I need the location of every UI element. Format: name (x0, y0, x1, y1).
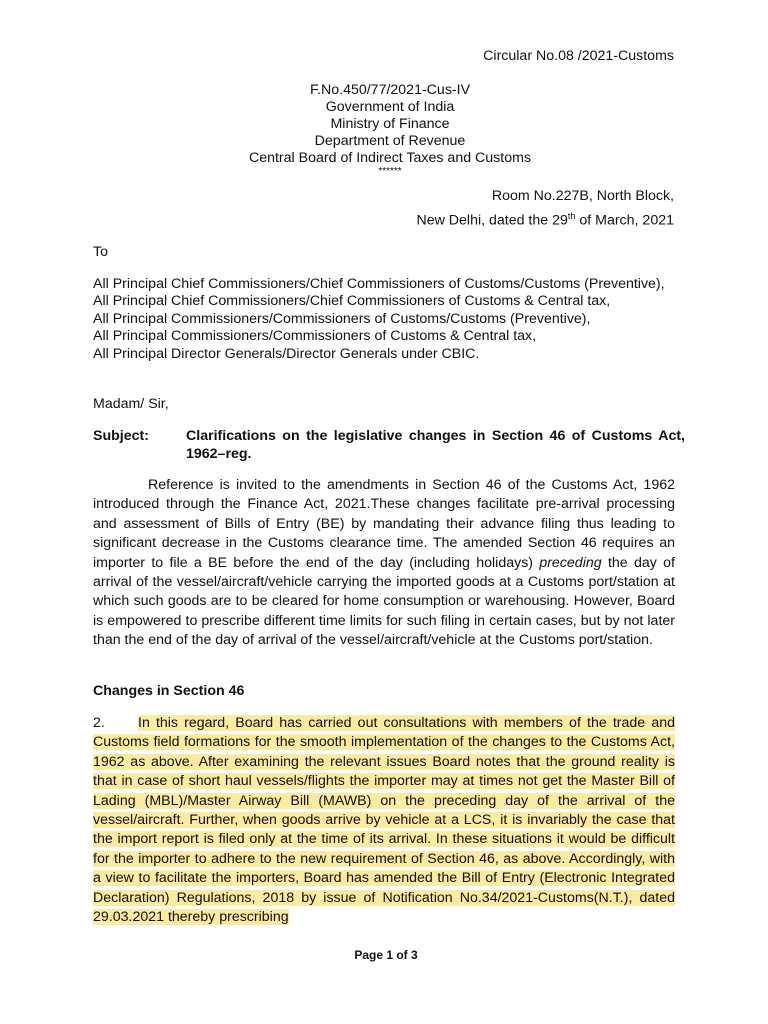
address-block (416, 186, 674, 231)
header-department: Department of Revenue (314, 133, 466, 149)
file-number: F.No.450/77/2021-Cus-IV (309, 82, 471, 98)
paragraph-1 (93, 476, 675, 651)
recipient-item: All Principal Commissioners/Commissioners of Customs/Customs (Preventive), (93, 310, 591, 327)
circular-number: Circular No.08 /2021-Customs (483, 48, 674, 64)
recipient-item: All Principal Commissioners/Commissioners of Customs & Central tax, (93, 328, 537, 345)
salutation: Madam/ Sir, (93, 396, 169, 412)
header-government: Government of India (325, 99, 455, 115)
subject-text: Clarifications on the legislative changes in Section 46 of Customs Act, 1962–reg. (186, 428, 685, 462)
address-date (416, 206, 674, 231)
paragraph-2 (93, 714, 675, 927)
subject-line (93, 428, 685, 463)
header-separator: ****** (378, 166, 402, 177)
date-rest: of March, 2021 (575, 212, 674, 229)
paragraph-1-text-end: the day of arrival of the vessel/aircraft/vehicle carrying the imported goods at a Customs port/station at which such goods are to be cleared for home consumption or warehousing. However, Board is empowered to prescribe different time limits for such filing in certain cases, but by not later than the end of the day of arrival of the vessel/aircraft/vehicle at the Customs port/station. (93, 554, 675, 649)
page-number: Page 1 of 3 (354, 948, 418, 962)
header-ministry: Ministry of Finance (330, 116, 450, 132)
paragraph-number: 2. (93, 715, 105, 731)
section-heading: Changes in Section 46 (93, 683, 245, 699)
to-label: To (93, 244, 108, 260)
header-board: Central Board of Indirect Taxes and Customs (248, 150, 532, 166)
date-suffix: th (567, 211, 576, 221)
highlighted-text: In this regard, Board has carried out consultations with members of the trade and Customs field formations for the smooth implementation of the changes to the Customs Act, 1962 as above. After examining the relevant issues Board notes that the ground reality is that in case of short haul vessels/flights the importer may at times not get the Master Bill of Lading (MBL)/Master Airway Bill (MAWB) on the preceding day of the arrival of the vessel/aircraft. Further, when goods arrive by vehicle at a LCS, it is invariably the case that the import report is filed only at the time of its arrival. In these situations it would be difficult for the importer to adhere to the new requirement of Section 46, as above. Accordingly, with a view to facilitate the importers, Board has amended the Bill of Entry (Electronic Integrated Declaration) Regulations, 2018 by issue of Notification No.34/2021-Customs(N.T.), dated 29.03.2021 thereby prescribing (93, 715, 675, 926)
recipient-item: All Principal Chief Commissioners/Chief Commissioners of Customs & Central tax, (93, 293, 611, 310)
letter-header (0, 82, 768, 177)
date-prefix: New Delhi, dated the 29 (416, 212, 568, 229)
subject-label: Subject: (93, 428, 149, 444)
recipients-list (93, 276, 683, 363)
paragraph-1-emphasis: preceding (539, 554, 602, 571)
address-room: Room No.227B, North Block, (491, 188, 674, 204)
recipient-item: All Principal Director Generals/Director Generals under CBIC. (93, 345, 480, 362)
paragraph-1-text: Reference is invited to the amendments in Section 46 of the Customs Act, 1962 introduced through the Finance Act, 2021.These changes facilitate pre-arrival processing and assessment of Bills of Entry (BE) by mandating their advance filing thus leading to significant decrease in the Customs clearance time. The amended Section 46 requires an importer to file a BE before the end of the day (including holidays) (93, 477, 675, 571)
recipient-item: All Principal Chief Commissioners/Chief Commissioners of Customs/Customs (Preventive), (93, 276, 665, 292)
